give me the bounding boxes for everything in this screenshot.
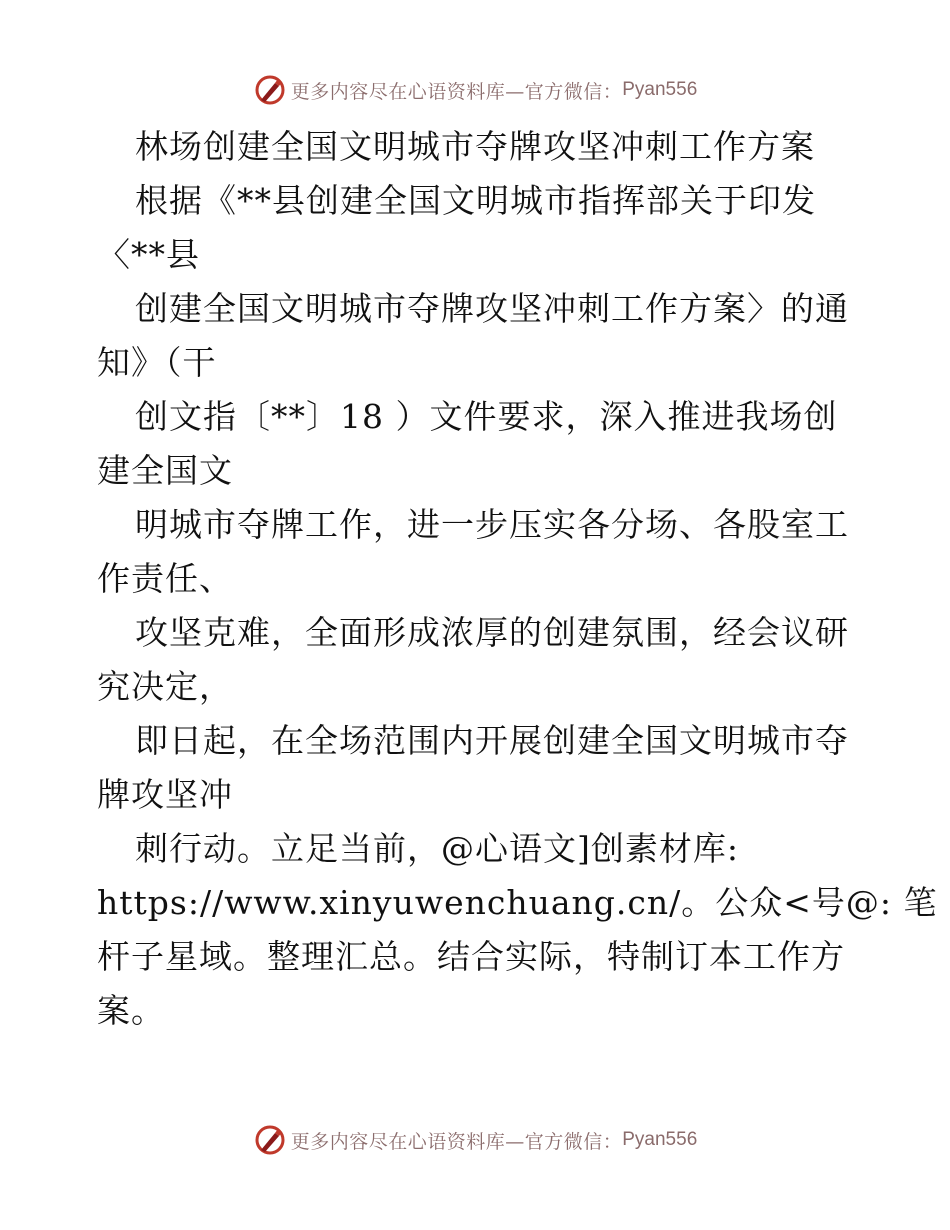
- document-line: 根据《**县创建全国文明城市指挥部关于印发: [135, 181, 816, 220]
- document-line: 作责任、: [97, 559, 233, 598]
- document-line: 林场创建全国文明城市夺牌攻坚冲刺工作方案: [135, 127, 815, 166]
- header-banner: [0, 70, 950, 110]
- pen-logo-icon: [253, 73, 287, 107]
- banner-contact: Pyan556: [622, 1129, 698, 1150]
- document-line: 建全国文: [97, 451, 233, 490]
- document-line: 明城市夺牌工作，进一步压实各分场、各股室工: [135, 505, 849, 544]
- document-body: [97, 120, 938, 1038]
- document-line: https://www.xinyuwenchuang.cn/。公众<号@: 笔: [97, 883, 938, 922]
- document-line: 知》（干: [97, 343, 217, 382]
- banner-contact: Pyan556: [622, 79, 698, 100]
- document-line: 杆子星域。整理汇总。结合实际，特制订本工作方: [97, 937, 845, 976]
- document-line: 究决定，: [97, 667, 233, 706]
- document-line: 攻坚克难，全面形成浓厚的创建氛围，经会议研: [135, 613, 849, 652]
- banner-text: 更多内容尽在心语资料库—官方微信：: [290, 1130, 623, 1153]
- pen-logo-icon: [253, 1123, 287, 1157]
- document-line: 创文指〔**〕18 ）文件要求，深入推进我场创: [135, 397, 838, 436]
- document-line: 刺行动。立足当前，@心语文]创素材库:: [135, 829, 739, 868]
- footer-banner: [0, 1120, 950, 1160]
- document-line: 案。: [97, 991, 165, 1030]
- document-line: 牌攻坚冲: [97, 775, 233, 814]
- document-line: 〈**县: [97, 235, 200, 274]
- document-line: 创建全国文明城市夺牌攻坚冲刺工作方案〉的通: [135, 289, 849, 328]
- document-line: 即日起，在全场范围内开展创建全国文明城市夺: [135, 721, 849, 760]
- banner-text: 更多内容尽在心语资料库—官方微信：: [290, 80, 623, 103]
